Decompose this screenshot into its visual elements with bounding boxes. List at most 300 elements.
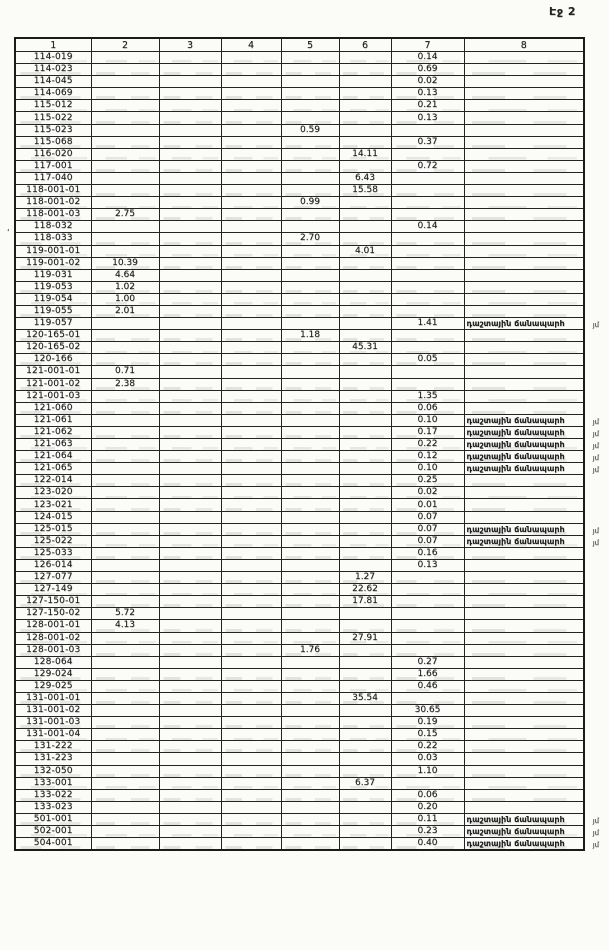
parcel-code: 128-064 (15, 656, 91, 668)
empty-cell (221, 354, 281, 366)
empty-cell (221, 414, 281, 426)
note-cell (464, 439, 599, 451)
empty-cell (221, 185, 281, 197)
empty-cell (159, 717, 221, 729)
area-value-cell: 0.02 (391, 487, 464, 499)
parcel-code: 120-165-02 (15, 342, 91, 354)
area-value-cell: 1.18 (281, 330, 339, 342)
empty-cell (464, 112, 584, 124)
empty-cell (464, 668, 584, 680)
table-row (15, 257, 584, 269)
parcel-code: 133-023 (15, 801, 91, 813)
empty-cell (339, 88, 391, 100)
empty-cell (159, 197, 221, 209)
area-value-cell: 0.07 (391, 523, 464, 535)
table-row (15, 632, 584, 644)
empty-cell (339, 330, 391, 342)
empty-cell (91, 559, 159, 571)
note-cell (464, 463, 599, 475)
area-value-cell: 0.27 (391, 656, 464, 668)
empty-cell (281, 293, 339, 305)
empty-cell (281, 414, 339, 426)
empty-cell (281, 305, 339, 317)
empty-cell (391, 644, 464, 656)
empty-cell (221, 76, 281, 88)
empty-cell (159, 439, 221, 451)
empty-cell (464, 293, 584, 305)
empty-cell (221, 535, 281, 547)
empty-cell (281, 209, 339, 221)
field-road-note: դաշտային ճանապարհ (466, 536, 565, 546)
empty-cell (391, 608, 464, 620)
empty-cell (281, 547, 339, 559)
empty-cell (464, 172, 584, 184)
area-value-cell: 0.15 (391, 729, 464, 741)
margin-annotation: յմ (592, 841, 599, 850)
empty-cell (159, 826, 221, 838)
table-row (15, 838, 584, 851)
empty-cell (339, 765, 391, 777)
empty-cell (159, 160, 221, 172)
area-value-cell: 0.13 (391, 88, 464, 100)
empty-cell (221, 378, 281, 390)
area-value-cell: 0.99 (281, 197, 339, 209)
note-cell (464, 426, 599, 438)
parcel-code: 501-001 (15, 813, 91, 825)
parcel-code: 120-165-01 (15, 330, 91, 342)
table-row (15, 269, 584, 281)
parcel-code: 127-149 (15, 584, 91, 596)
parcel-code: 126-014 (15, 559, 91, 571)
empty-cell (281, 64, 339, 76)
empty-cell (281, 765, 339, 777)
empty-cell (159, 475, 221, 487)
table-row (15, 318, 584, 330)
empty-cell (91, 487, 159, 499)
empty-cell (281, 354, 339, 366)
empty-cell (464, 64, 584, 76)
table-row (15, 330, 584, 342)
empty-cell (464, 511, 584, 523)
table-row (15, 547, 584, 559)
empty-cell (281, 584, 339, 596)
table-row (15, 342, 584, 354)
area-value-cell: 0.01 (391, 499, 464, 511)
empty-cell (281, 245, 339, 257)
margin-annotation: յմ (592, 417, 599, 426)
empty-cell (221, 136, 281, 148)
empty-cell (391, 269, 464, 281)
empty-cell (221, 620, 281, 632)
empty-cell (91, 511, 159, 523)
area-value-cell: 0.03 (391, 753, 464, 765)
empty-cell (221, 668, 281, 680)
parcel-code: 128-001-03 (15, 644, 91, 656)
empty-cell (391, 584, 464, 596)
empty-cell (281, 559, 339, 571)
parcel-code: 117-040 (15, 172, 91, 184)
empty-cell (159, 269, 221, 281)
empty-cell (464, 281, 584, 293)
empty-cell (159, 838, 221, 851)
table-row (15, 765, 584, 777)
empty-cell (221, 390, 281, 402)
table-row (15, 608, 584, 620)
area-value-cell: 4.64 (91, 269, 159, 281)
empty-cell (91, 342, 159, 354)
empty-cell (159, 596, 221, 608)
empty-cell (339, 475, 391, 487)
empty-cell (281, 705, 339, 717)
empty-cell (464, 680, 584, 692)
empty-cell (221, 172, 281, 184)
empty-cell (281, 318, 339, 330)
empty-cell (159, 511, 221, 523)
empty-cell (281, 487, 339, 499)
parcel-code: 119-055 (15, 305, 91, 317)
parcel-code: 129-024 (15, 668, 91, 680)
table-row (15, 64, 584, 76)
empty-cell (221, 197, 281, 209)
parcel-code: 115-068 (15, 136, 91, 148)
note-cell (464, 535, 599, 547)
empty-cell (281, 813, 339, 825)
empty-cell (91, 596, 159, 608)
empty-cell (159, 330, 221, 342)
area-value-cell: 0.07 (391, 535, 464, 547)
empty-cell (339, 656, 391, 668)
column-header: 1 (15, 38, 91, 52)
empty-cell (281, 801, 339, 813)
empty-cell (91, 124, 159, 136)
empty-cell (339, 838, 391, 851)
empty-cell (91, 705, 159, 717)
empty-cell (281, 753, 339, 765)
empty-cell (281, 523, 339, 535)
empty-cell (91, 402, 159, 414)
empty-cell (159, 620, 221, 632)
empty-cell (339, 318, 391, 330)
note-cell (464, 523, 599, 535)
table-row (15, 753, 584, 765)
empty-cell (221, 426, 281, 438)
empty-cell (339, 668, 391, 680)
empty-cell (464, 124, 584, 136)
table-row (15, 596, 584, 608)
field-road-note: դաշտային ճանապարհ (466, 814, 565, 824)
empty-cell (221, 801, 281, 813)
table-row (15, 813, 584, 825)
empty-cell (391, 233, 464, 245)
parcel-code: 119-054 (15, 293, 91, 305)
empty-cell (391, 245, 464, 257)
empty-cell (281, 499, 339, 511)
empty-cell (91, 233, 159, 245)
table-row (15, 305, 584, 317)
empty-cell (159, 729, 221, 741)
empty-cell (391, 293, 464, 305)
empty-cell (464, 269, 584, 281)
empty-cell (464, 185, 584, 197)
empty-cell (221, 318, 281, 330)
empty-cell (159, 777, 221, 789)
empty-cell (339, 100, 391, 112)
empty-cell (159, 523, 221, 535)
parcel-code: 125-033 (15, 547, 91, 559)
empty-cell (221, 813, 281, 825)
empty-cell (159, 451, 221, 463)
empty-cell (339, 741, 391, 753)
parcel-data-table (7, 37, 599, 851)
area-value-cell: 0.05 (391, 354, 464, 366)
parcel-code: 123-020 (15, 487, 91, 499)
area-value-cell: 0.11 (391, 813, 464, 825)
empty-cell (464, 741, 584, 753)
empty-cell (221, 366, 281, 378)
parcel-code: 127-150-02 (15, 608, 91, 620)
parcel-code: 123-021 (15, 499, 91, 511)
empty-cell (221, 680, 281, 692)
empty-cell (339, 680, 391, 692)
table-row (15, 112, 584, 124)
empty-cell (339, 402, 391, 414)
empty-cell (281, 632, 339, 644)
table-row (15, 378, 584, 390)
empty-cell (221, 753, 281, 765)
empty-cell (281, 596, 339, 608)
empty-cell (221, 245, 281, 257)
empty-cell (391, 209, 464, 221)
empty-cell (91, 777, 159, 789)
empty-cell (221, 523, 281, 535)
table-row (15, 487, 584, 499)
empty-cell (464, 257, 584, 269)
empty-cell (159, 52, 221, 64)
empty-cell (159, 88, 221, 100)
table-row (15, 221, 584, 233)
empty-cell (91, 112, 159, 124)
margin-annotation: յմ (592, 538, 599, 547)
empty-cell (159, 281, 221, 293)
parcel-code: 119-031 (15, 269, 91, 281)
parcel-code: 122-014 (15, 475, 91, 487)
empty-cell (281, 136, 339, 148)
table-row (15, 100, 584, 112)
area-value-cell: 0.02 (391, 76, 464, 88)
empty-cell (391, 620, 464, 632)
empty-cell (221, 64, 281, 76)
parcel-code: 121-062 (15, 426, 91, 438)
empty-cell (339, 813, 391, 825)
empty-cell (159, 318, 221, 330)
empty-cell (281, 100, 339, 112)
empty-cell (159, 148, 221, 160)
margin-annotation: յմ (592, 321, 599, 330)
area-value-cell: 2.38 (91, 378, 159, 390)
empty-cell (221, 777, 281, 789)
empty-cell (464, 620, 584, 632)
empty-cell (339, 64, 391, 76)
empty-cell (91, 535, 159, 547)
empty-cell (464, 209, 584, 221)
area-value-cell: 0.59 (281, 124, 339, 136)
empty-cell (91, 64, 159, 76)
empty-cell (159, 535, 221, 547)
parcel-code: 121-065 (15, 463, 91, 475)
empty-cell (464, 705, 584, 717)
parcel-code: 118-001-02 (15, 197, 91, 209)
empty-cell (464, 717, 584, 729)
parcel-code: 133-022 (15, 789, 91, 801)
column-header: 7 (391, 38, 464, 52)
empty-cell (281, 402, 339, 414)
empty-cell (221, 765, 281, 777)
empty-cell (221, 838, 281, 851)
empty-cell (159, 390, 221, 402)
empty-cell (91, 463, 159, 475)
empty-cell (464, 656, 584, 668)
area-value-cell: 45.31 (339, 342, 391, 354)
empty-cell (221, 451, 281, 463)
empty-cell (91, 52, 159, 64)
empty-cell (281, 342, 339, 354)
empty-cell (464, 559, 584, 571)
empty-cell (91, 584, 159, 596)
empty-cell (221, 269, 281, 281)
empty-cell (91, 838, 159, 851)
empty-cell (464, 777, 584, 789)
empty-cell (281, 777, 339, 789)
area-value-cell: 0.17 (391, 426, 464, 438)
empty-cell (339, 644, 391, 656)
parcel-code: 132-050 (15, 765, 91, 777)
empty-cell (339, 354, 391, 366)
area-value-cell: 0.14 (391, 52, 464, 64)
parcel-code: 115-022 (15, 112, 91, 124)
empty-cell (159, 305, 221, 317)
parcel-code: 121-001-02 (15, 378, 91, 390)
empty-cell (339, 753, 391, 765)
column-header: 4 (221, 38, 281, 52)
parcel-code: 125-022 (15, 535, 91, 547)
parcel-code: 115-023 (15, 124, 91, 136)
empty-cell (159, 765, 221, 777)
parcel-code: 129-025 (15, 680, 91, 692)
note-cell (464, 838, 599, 851)
empty-cell (391, 197, 464, 209)
parcel-code: 504-001 (15, 838, 91, 851)
margin-annotation: յմ (592, 454, 599, 463)
empty-cell (221, 463, 281, 475)
empty-cell (391, 305, 464, 317)
empty-cell (159, 705, 221, 717)
empty-cell (281, 88, 339, 100)
area-value-cell: 0.69 (391, 64, 464, 76)
empty-cell (221, 511, 281, 523)
empty-cell (221, 584, 281, 596)
empty-cell (391, 366, 464, 378)
table-row (15, 644, 584, 656)
empty-cell (464, 390, 584, 402)
empty-cell (281, 221, 339, 233)
table-row (15, 656, 584, 668)
empty-cell (91, 680, 159, 692)
empty-cell (91, 136, 159, 148)
area-value-cell: 6.43 (339, 172, 391, 184)
empty-cell (281, 741, 339, 753)
empty-cell (159, 64, 221, 76)
margin-annotation: յմ (592, 829, 599, 837)
empty-cell (221, 402, 281, 414)
empty-cell (464, 366, 584, 378)
empty-cell (464, 160, 584, 172)
parcel-code: 120-166 (15, 354, 91, 366)
empty-cell (159, 656, 221, 668)
table-row (15, 717, 584, 729)
table-row (15, 572, 584, 584)
area-value-cell: 0.16 (391, 547, 464, 559)
empty-cell (281, 535, 339, 547)
field-road-note: դաշտային ճանապարհ (466, 452, 565, 462)
parcel-code: 121-001-03 (15, 390, 91, 402)
table-body (7, 52, 599, 851)
empty-cell (91, 330, 159, 342)
empty-cell (91, 656, 159, 668)
area-value-cell: 1.66 (391, 668, 464, 680)
empty-cell (159, 354, 221, 366)
empty-cell (221, 559, 281, 571)
column-header: 2 (91, 38, 159, 52)
empty-cell (281, 366, 339, 378)
empty-cell (91, 148, 159, 160)
empty-cell (339, 547, 391, 559)
empty-cell (91, 644, 159, 656)
empty-cell (281, 463, 339, 475)
field-road-note: դաշտային ճանապարհ (466, 427, 565, 437)
parcel-code: 118-001-01 (15, 185, 91, 197)
empty-cell (221, 826, 281, 838)
empty-cell (391, 777, 464, 789)
empty-cell (339, 535, 391, 547)
empty-cell (221, 330, 281, 342)
empty-cell (221, 257, 281, 269)
empty-cell (91, 826, 159, 838)
column-header: 3 (159, 38, 221, 52)
empty-cell (339, 705, 391, 717)
table-row (15, 245, 584, 257)
empty-cell (159, 632, 221, 644)
margin-annotation: յմ (592, 442, 599, 450)
empty-cell (281, 717, 339, 729)
empty-cell (221, 741, 281, 753)
empty-cell (91, 475, 159, 487)
empty-cell (159, 257, 221, 269)
area-value-cell: 0.46 (391, 680, 464, 692)
empty-cell (221, 305, 281, 317)
empty-cell (281, 692, 339, 704)
area-value-cell: 4.13 (91, 620, 159, 632)
empty-cell (281, 281, 339, 293)
empty-cell (91, 789, 159, 801)
empty-cell (391, 342, 464, 354)
empty-cell (339, 221, 391, 233)
parcel-code: 115-012 (15, 100, 91, 112)
empty-cell (159, 559, 221, 571)
empty-cell (339, 729, 391, 741)
empty-cell (91, 354, 159, 366)
margin-annotation: յմ (592, 526, 599, 535)
empty-cell (91, 439, 159, 451)
